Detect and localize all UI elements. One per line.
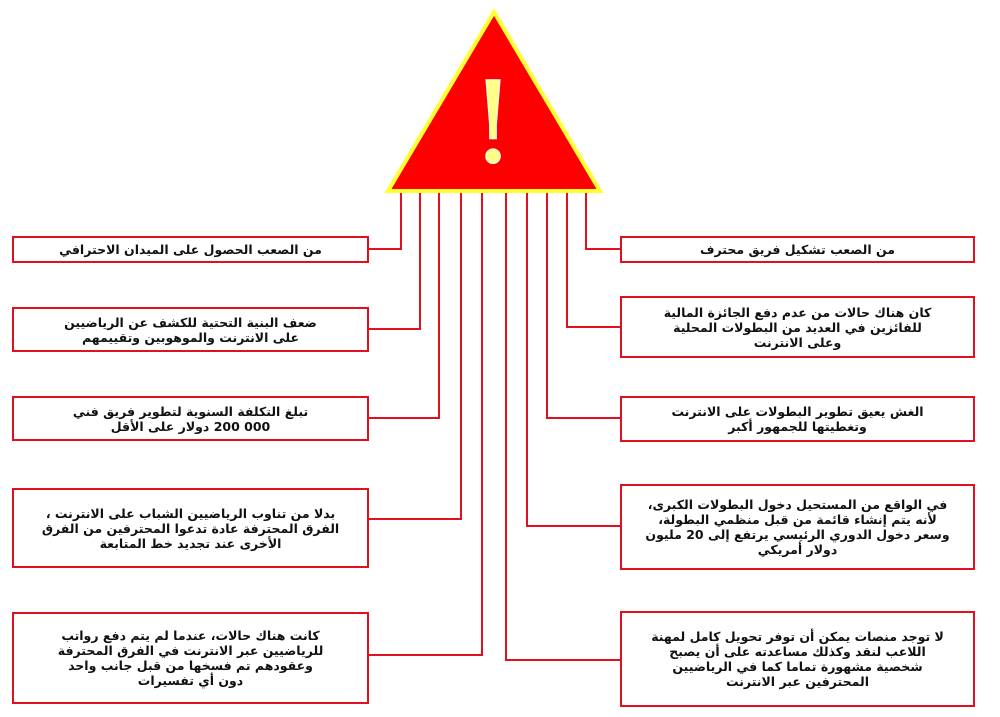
connector-right-3 [547, 193, 620, 418]
left-box-2-text: ضعف البنية التحتية للكشف عن الرياضيين على الانترنت والموهوبين وتقييمهم [64, 314, 317, 345]
connector-left-4 [369, 193, 461, 519]
connector-left-2 [369, 193, 420, 329]
right-box-2-text: كان هناك حالات من عدم دفع الجائزة المالية للفائزين في العديد من البطولات المحلية وعلى الانترنت [663, 304, 932, 350]
left-box-3 [12, 396, 369, 441]
left-box-5 [12, 612, 369, 704]
connector-right-4 [527, 193, 620, 526]
connector-right-5 [506, 193, 620, 660]
left-box-5-text: كانت هناك حالات، عندما لم يتم دفع رواتب للرياضيين عبر الانترنت في الفرق المحترفة وعقودهم تم فسخها من قبل جانب واحد دون أي تفسيرات [57, 628, 324, 688]
right-box-1-text: من الصعب تشكيل فريق محترف [700, 242, 895, 257]
right-box-4-text: في الواقع من المستحيل دخول البطولات الكبرى، لأنه يتم إنشاء قائمة من قبل منظمي البطولة، وسعر دخول الدوري الرئيسي يرتفع إلى 20 مليون دولار أمريكي [645, 497, 950, 557]
right-box-3 [620, 396, 975, 442]
connector-left-3 [369, 193, 439, 418]
right-box-4 [620, 484, 975, 570]
left-box-4 [12, 488, 369, 568]
connector-left-1 [369, 193, 401, 249]
connector-left-5 [369, 193, 482, 655]
left-box-2 [12, 307, 369, 352]
left-box-1 [12, 236, 369, 263]
left-box-4-text: بدلا من تناوب الرياضيين الشباب على الانترنت ، الفرق المحترفة عادة تدعوا المحترفين من الفرق الأخرى عند تجديد خط المتابعة [41, 505, 340, 551]
connector-right-1 [586, 193, 620, 249]
right-box-1 [620, 236, 975, 263]
left-box-1-text: من الصعب الحصول على الميدان الاحترافي [59, 242, 322, 257]
right-box-2 [620, 296, 975, 358]
right-box-5 [620, 611, 975, 707]
connector-right-2 [567, 193, 620, 327]
exclamation-icon: ! [470, 59, 516, 189]
right-box-3-text: الغش يعيق تطوير البطولات على الانترنت وتغطيتها للجمهور أكبر [671, 404, 924, 434]
right-box-5-text: لا توجد منصات يمكن أن توفر تحويل كامل لمهنة اللاعب لنقد وكذلك مساعدته على أن يصبح شخصية مشهورة تماما كما في الرياضيين المحترفين عبر الانترنت [651, 629, 944, 689]
left-box-3-text: تبلغ التكلفة السنوية لتطوير فريق فني 000 200 دولار على الأقل [72, 403, 309, 434]
